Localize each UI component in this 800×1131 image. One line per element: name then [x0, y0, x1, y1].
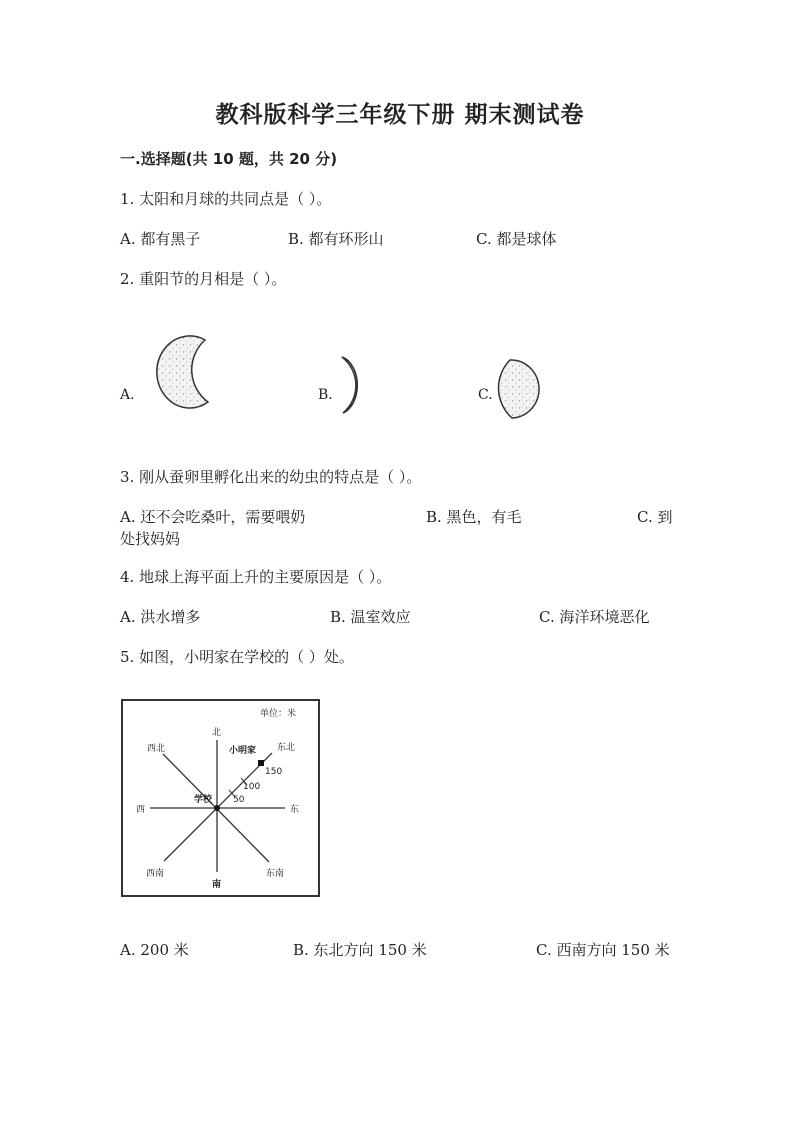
map-home-label: 小明家 [229, 746, 257, 756]
map-south-label: 南 [212, 880, 222, 890]
map-north-label: 北 [212, 728, 222, 738]
question-5-option-b: B. 东北方向 150 米 [293, 941, 427, 959]
question-3-stem: 3. 刚从蚕卵里孵化出来的幼虫的特点是（ ）。 [120, 468, 422, 486]
map-tick-150-label: 150 [265, 767, 283, 777]
question-2-stem: 2. 重阳节的月相是（ ）。 [120, 270, 287, 288]
question-3-option-b: B. 黑色，有毛 [426, 508, 522, 526]
question-3-option-c-continued: 处找妈妈 [120, 530, 181, 548]
map-unit-label: 单位：米 [260, 709, 297, 719]
question-4-stem: 4. 地球上海平面上升的主要原因是（ ）。 [120, 568, 392, 586]
question-4-option-c: C. 海洋环境恶化 [539, 608, 650, 626]
map-east-label: 东 [290, 805, 300, 815]
map-northeast-label: 东北 [277, 743, 296, 753]
question-3-option-a: A. 还不会吃桑叶，需要喂奶 [120, 508, 306, 526]
question-5-option-c: C. 西南方向 150 米 [536, 941, 670, 959]
question-1-option-a: A. 都有黑子 [120, 230, 201, 248]
map-tick-100-label: 100 [243, 782, 261, 792]
map-west-label: 西 [136, 805, 146, 815]
question-2-option-c-label: C. [478, 387, 493, 403]
page-title: 教科版科学三年级下册 期末测试卷 [215, 102, 585, 128]
map-school-label: 学校 [194, 795, 213, 805]
home-dot [258, 760, 264, 766]
question-5-option-a: A. 200 米 [120, 941, 189, 959]
question-1-stem: 1. 太阳和月球的共同点是（ ）。 [120, 190, 332, 208]
section-heading: 一.选择题(共 10 题，共 20 分) [120, 150, 338, 168]
question-4-option-a: A. 洪水增多 [120, 608, 201, 626]
question-2-option-b-label: B. [318, 387, 333, 403]
question-1-option-b: B. 都有环形山 [288, 230, 384, 248]
question-5-stem: 5. 如图，小明家在学校的（ ）处。 [120, 648, 354, 666]
question-3-option-c: C. 到 [637, 508, 673, 526]
map-northwest-label: 西北 [147, 744, 166, 754]
question-4-option-b: B. 温室效应 [330, 608, 411, 626]
map-southeast-label: 东南 [266, 869, 285, 879]
question-2-option-a-label: A. [120, 387, 135, 403]
map-southwest-label: 西南 [146, 869, 165, 879]
question-1-option-c: C. 都是球体 [476, 230, 557, 248]
school-dot [214, 805, 220, 811]
map-tick-50-label: 50 [233, 795, 245, 805]
